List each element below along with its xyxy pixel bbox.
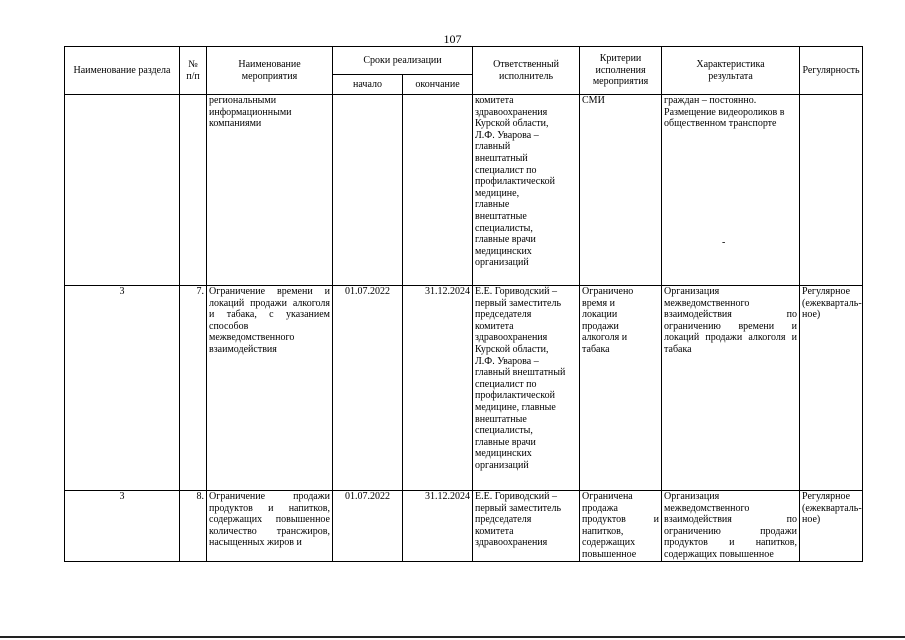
result-cell: граждан – постоянно. Размещение видеороликов в общественном транспорте - bbox=[662, 95, 800, 286]
start-date-cell bbox=[333, 95, 403, 286]
responsible-cell: комитета здравоохранения Курской области, Л.Ф. Уварова – главный внештатный специалист по профилактической медицине, главные внештатные специалисты, главные врачи медицинских организаций bbox=[473, 95, 580, 286]
page-number: 107 bbox=[443, 32, 462, 46]
table-row bbox=[65, 286, 863, 491]
activity-cell: Ограничение продажи продуктов и напитков, содержащих повышенное количество трансжиров, насыщенных жиров и bbox=[207, 491, 333, 562]
header-section-name: Наименование раздела bbox=[65, 47, 180, 95]
header-deadlines: Сроки реализации bbox=[333, 47, 473, 75]
section-cell: 3 bbox=[65, 491, 180, 562]
end-date-cell bbox=[403, 95, 473, 286]
result-cell: Организация межведомственного взаимодействия по ограничению времени и локаций продажи алкоголя и табака bbox=[662, 286, 800, 491]
number-cell bbox=[180, 95, 207, 286]
activity-cell: региональными информационными компаниями bbox=[207, 95, 333, 286]
regularity-cell: Регулярное (ежекварталь- ное) bbox=[800, 286, 863, 491]
header-regularity: Регулярность bbox=[800, 47, 863, 95]
table-row bbox=[65, 491, 863, 562]
header-number: № п/п bbox=[180, 47, 207, 95]
start-date-cell: 01.07.2022 bbox=[333, 286, 403, 491]
header-result: Характеристика результата bbox=[662, 47, 800, 95]
responsible-cell: Е.Е. Гориводский – первый заместитель председателя комитета здравоохранения Курской области, Л.Ф. Уварова – главный внештатный специалист по профилактической медицине, главные внештатные специалисты, главные врачи медицинских организаций bbox=[473, 286, 580, 491]
activity-plan-table bbox=[64, 46, 863, 562]
result-dash-mark: - bbox=[722, 237, 726, 248]
result-cell: Организация межведомственного взаимодействия по ограничению продажи продуктов и напитков, содержащих повышенное bbox=[662, 491, 800, 562]
header-responsible: Ответственный исполнитель bbox=[473, 47, 580, 95]
section-cell: 3 bbox=[65, 286, 180, 491]
header-end: окончание bbox=[403, 75, 473, 95]
end-date-cell: 31.12.2024 bbox=[403, 491, 473, 562]
regularity-cell bbox=[800, 95, 863, 286]
header-criteria: Критерии исполнения мероприятия bbox=[580, 47, 662, 95]
header-start: начало bbox=[333, 75, 403, 95]
criteria-cell: Ограничено время и локации продажи алкоголя и табака bbox=[580, 286, 662, 491]
regularity-cell: Регулярное (ежекварталь- ное) bbox=[800, 491, 863, 562]
header-activity-name: Наименование мероприятия bbox=[207, 47, 333, 95]
number-cell: 8. bbox=[180, 491, 207, 562]
start-date-cell: 01.07.2022 bbox=[333, 491, 403, 562]
number-cell: 7. bbox=[180, 286, 207, 491]
page-bottom-edge bbox=[0, 636, 905, 638]
section-cell bbox=[65, 95, 180, 286]
table-row bbox=[65, 95, 863, 286]
end-date-cell: 31.12.2024 bbox=[403, 286, 473, 491]
responsible-cell: Е.Е. Гориводский – первый заместитель председателя комитета здравоохранения bbox=[473, 491, 580, 562]
criteria-cell: СМИ bbox=[580, 95, 662, 286]
activity-cell: Ограничение времени и локаций продажи алкоголя и табака, с указанием способов межведомственного взаимодействия bbox=[207, 286, 333, 491]
criteria-cell: Ограничена продажа продуктов и напитков, содержащих повышенное bbox=[580, 491, 662, 562]
